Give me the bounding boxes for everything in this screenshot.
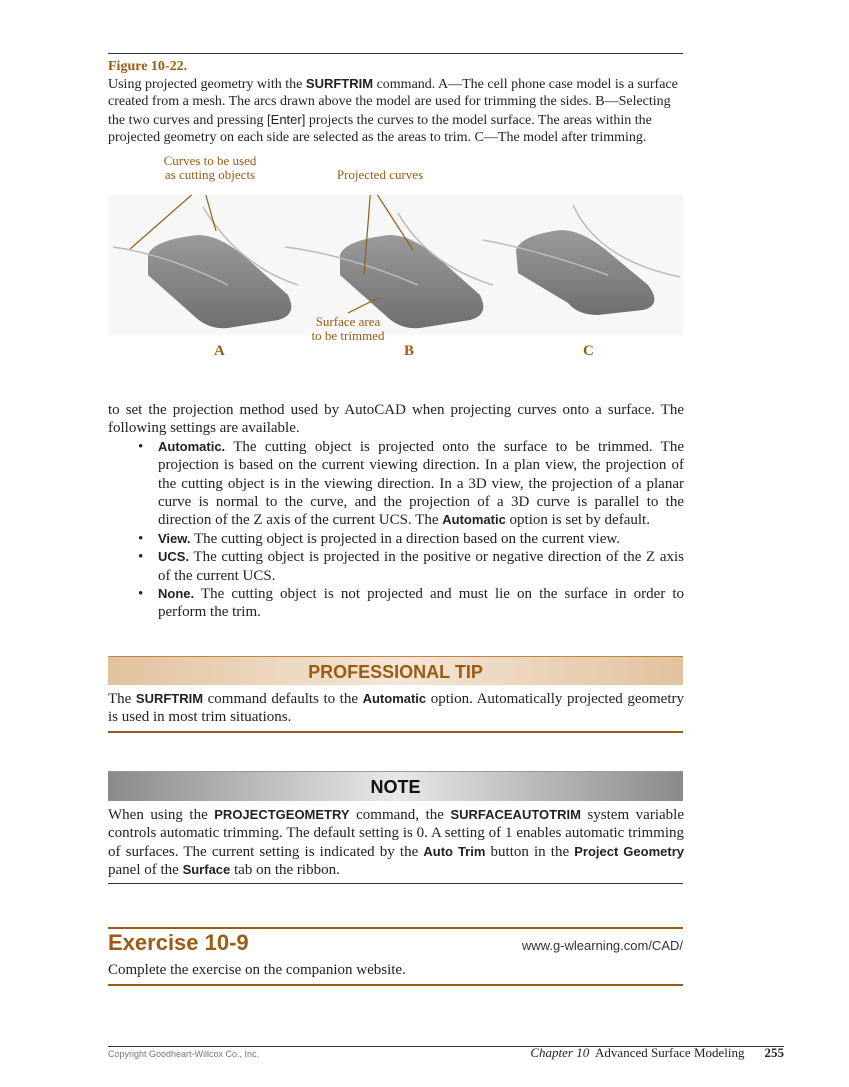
bullet-view: • View. The cutting object is projected in a direction based on the current view. (138, 530, 620, 547)
tip-part: option. Automatically projected geometry is used in most trim situations. (108, 691, 684, 726)
figure-top-rule (108, 53, 683, 54)
callout-line: Curves to be used (163, 153, 257, 168)
note-header: NOTE (108, 771, 683, 801)
bullet-ucs: • UCS. The cutting object is projected in the positive or negative direction of the Z axis of the current UCS. (138, 549, 684, 584)
bullet-term: UCS. (158, 549, 190, 565)
bullet-text: option is set by default. (505, 512, 650, 529)
professional-tip-header: PROFESSIONAL TIP (108, 656, 683, 685)
figure-caption (108, 58, 688, 146)
note-term: Project Geometry (574, 843, 685, 859)
tip-part: command defaults to the (203, 691, 363, 707)
bullet-text: The cutting object is projected onto the surface to be trimmed. The projection is based on the current viewing direction. In a plan view, the projection of the cutting object is in the viewing direction. In a 3D view, the projection of a planar curve is normal to the curve, and the projection of a 3D curve is parallel to the direction of the Z axis of the current UCS. The (158, 438, 684, 529)
bullet-text: The cutting object is not projected and must lie on the surface in order to perform the trim. (158, 586, 684, 621)
body-text (108, 401, 684, 622)
bullet-term: View. (158, 530, 191, 546)
tip-option: Automatic (362, 691, 427, 706)
note-bottom-rule (108, 883, 683, 884)
footer-running-head (530, 1045, 784, 1061)
footer-chapter-title: Advanced Surface Modeling (595, 1045, 745, 1060)
note-term: Surface (182, 862, 231, 878)
callout-surface-area (298, 315, 398, 343)
bullet-term: Automatic. (158, 438, 226, 454)
exercise-title: Exercise 10-9 (108, 930, 249, 955)
tip-command: SURFTRIM (135, 691, 204, 706)
bullet-text: The cutting object is projected in a direction based on the current view. (190, 530, 620, 547)
exercise-top-rule (108, 927, 683, 929)
exercise-url[interactable]: www.g-wlearning.com/CAD/ (521, 938, 683, 953)
note-part: command, the (349, 807, 451, 823)
footer-copyright: Copyright Goodheart-Willcox Co., Inc. (108, 1049, 260, 1059)
note-part: system variable controls automatic trimming. The default setting is 0. A setting of 1 enables automatic trimming of surfaces. The current setting is indicated by the (108, 807, 684, 860)
note-part: button in the (485, 843, 575, 860)
figure-number: Figure 10-22. (108, 59, 188, 74)
callout-line: as cutting objects (164, 167, 256, 182)
note-term: Auto Trim (423, 843, 486, 859)
tip-part: The (108, 691, 136, 707)
note-part: When using the (108, 807, 215, 823)
bullet-automatic: • Automatic. The cutting object is projected onto the surface to be trimmed. The projection is based on the current viewing direction. In a plan view, the projection of the cutting object is in the viewing direction. In a 3D view, the projection of a planar curve is normal to the curve, and the projection of a 3D curve is parallel to the direction of the Z axis of the current UCS. The Automatic option is set by default. (138, 438, 684, 529)
tip-text (108, 690, 684, 727)
note-part: tab on the ribbon. (230, 862, 340, 879)
page-number: 255 (764, 1045, 784, 1060)
exercise-text: Complete the exercise on the companion website. (108, 962, 406, 978)
figure-illustration (108, 195, 683, 335)
caption-part: command. A—The cell phone case model is a surface created from a mesh. The arcs drawn above the model are used for trimming the sides. B—Selecting the two curves and pressing (108, 77, 678, 128)
caption-command: SURFTRIM (305, 76, 374, 92)
bullet-term: None. (158, 586, 195, 602)
bullet-none: • None. The cutting object is not projected and must lie on the surface in order to perform the trim. (138, 586, 684, 621)
note-text (108, 806, 684, 880)
bullet-text: The cutting object is projected in the positive or negative direction of the Z axis of the current UCS. (158, 549, 684, 584)
exercise-bottom-rule (108, 984, 683, 986)
panel-label-a: A (214, 343, 225, 359)
panel-label-b: B (404, 343, 415, 359)
intro-paragraph: to set the projection method used by AutoCAD when projecting curves onto a surface. The following settings are available. (108, 402, 684, 437)
bullet-term: Automatic (442, 512, 506, 528)
panel-label-c: C (583, 343, 594, 359)
note-term: PROJECTGEOMETRY (214, 807, 350, 822)
figure-caption-text (108, 75, 688, 146)
callout-projected-curves: Projected curves (336, 167, 424, 182)
callout-cutting-curves (150, 154, 270, 182)
caption-key: [Enter] (267, 111, 306, 127)
caption-part: Using projected geometry with the (108, 77, 306, 93)
note-term: SURFACEAUTOTRIM (450, 807, 581, 822)
footer-chapter: Chapter 10 (530, 1045, 590, 1060)
note-part: panel of the (108, 862, 183, 879)
caption-part: projects the curves to the model surface. The areas within the projected geometry on each side are selected as the areas to trim. C—The model after trimming. (108, 112, 652, 145)
callout-line: to be trimmed (311, 328, 385, 343)
callout-line: Surface area (315, 314, 381, 329)
tip-bottom-rule (108, 731, 683, 733)
